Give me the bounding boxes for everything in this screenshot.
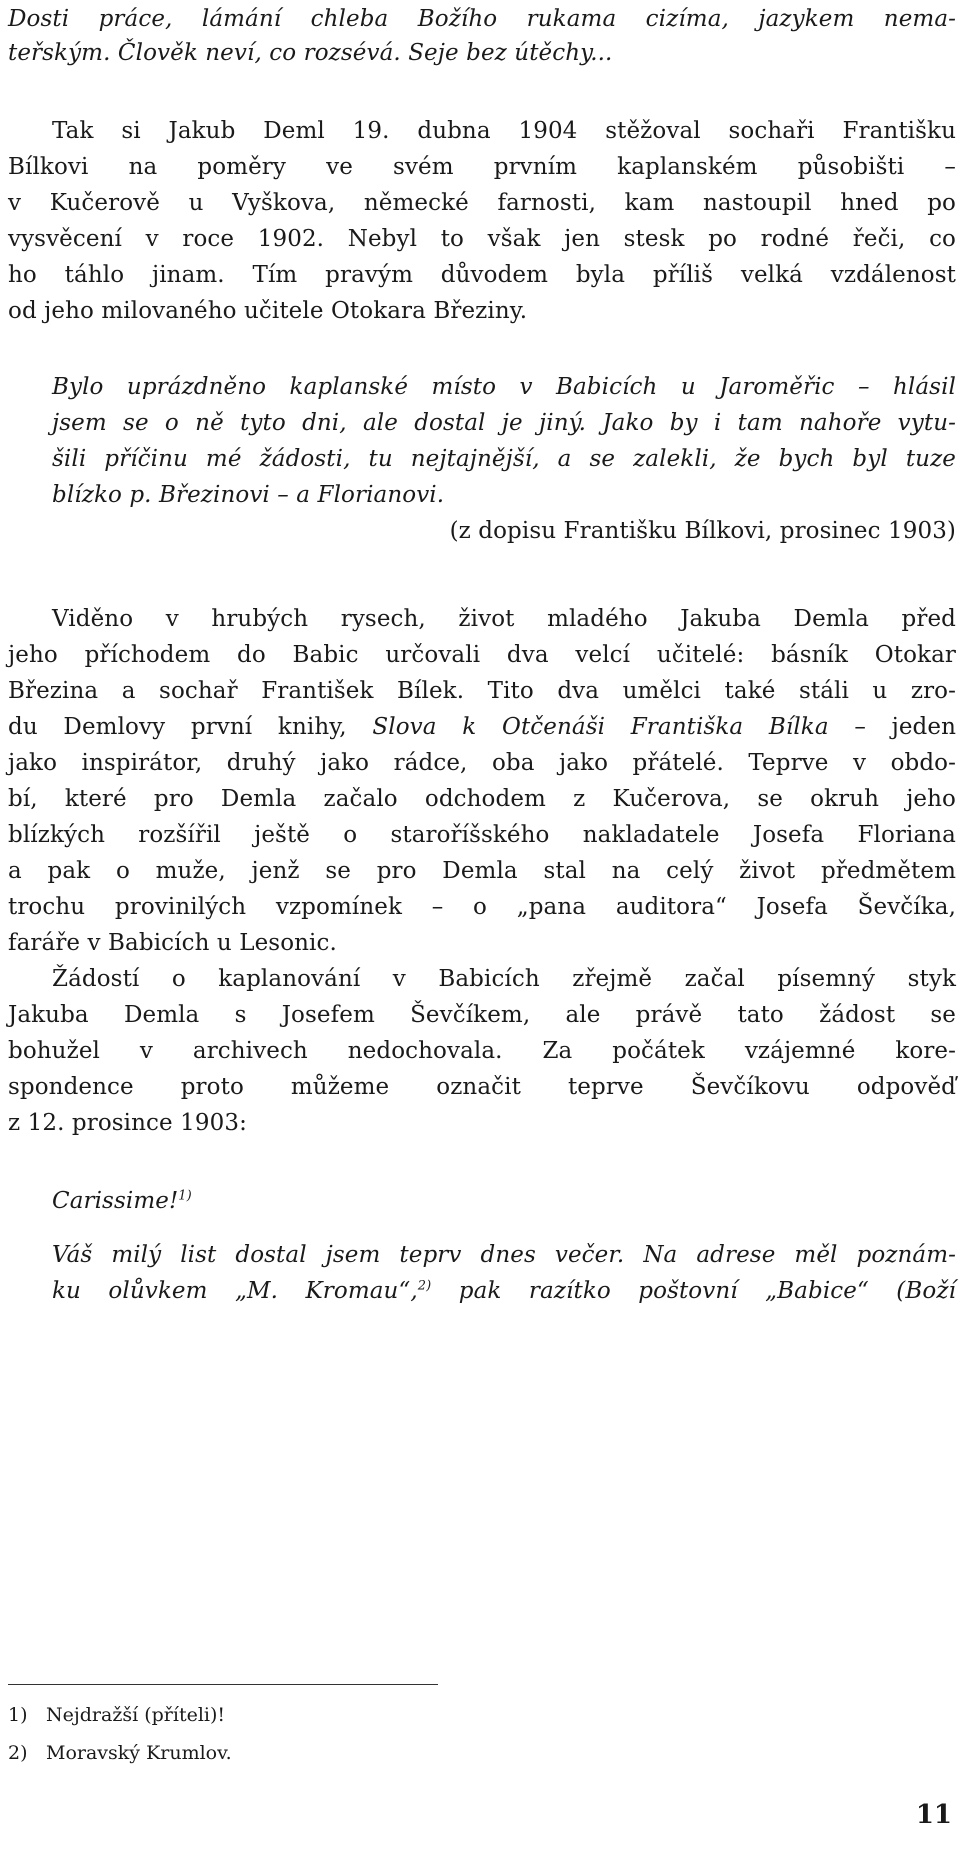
text-line bbox=[8, 712, 956, 742]
text-line: Březina a sochař František Bílek. Tito dva umělci také stáli u zro- bbox=[8, 678, 956, 704]
book-title: Slova k Otčenáši Františka Bílka bbox=[372, 714, 829, 740]
text-line: Viděno v hrubých rysech, život mladého Jakuba Demla před bbox=[52, 606, 956, 632]
text-line: Žádostí o kaplanování v Babicích zřejmě začal písemný styk bbox=[52, 966, 956, 992]
quote-line: jsem se o ně tyto dni, ale dostal je jiný. Jako by i tam nahoře vytu- bbox=[52, 410, 956, 436]
quote-line: blízko p. Březinovi – a Florianovi. bbox=[52, 482, 445, 508]
text-line: a pak o muže, jenž se pro Demla stal na celý život předmětem bbox=[8, 858, 956, 884]
text-line: ho táhlo jinam. Tím pravým důvodem byla příliš velká vzdálenost bbox=[8, 262, 956, 288]
text-line: bohužel v archivech nedochovala. Za počátek vzájemné kore- bbox=[8, 1038, 956, 1064]
text-line: z 12. prosince 1903: bbox=[8, 1110, 247, 1136]
footnote bbox=[8, 1702, 225, 1728]
footnote-mark: 1) bbox=[8, 1704, 28, 1726]
text-line: Jakuba Demla s Josefem Ševčíkem, ale právě tato žádost se bbox=[8, 1002, 956, 1028]
letter-line bbox=[52, 1276, 956, 1306]
page-number: 11 bbox=[915, 1800, 952, 1830]
footnote-ref: 2) bbox=[417, 1278, 432, 1294]
footnote bbox=[8, 1740, 232, 1766]
footnote-mark: 2) bbox=[8, 1742, 28, 1764]
quote-line: Bylo uprázdněno kaplanské místo v Babicích u Jaroměřic – hlásil bbox=[52, 374, 956, 400]
text-run: – jeden bbox=[828, 714, 957, 740]
text-run: Carissime! bbox=[52, 1188, 179, 1214]
letter-line: Váš milý list dostal jsem teprv dnes večer. Na adrese měl poznám- bbox=[52, 1242, 956, 1268]
text-run: du Demlovy první knihy, bbox=[8, 714, 373, 740]
text-line: faráře v Babicích u Lesonic. bbox=[8, 930, 337, 956]
text-line: blízkých rozšířil ještě o staroříšského nakladatele Josefa Floriana bbox=[8, 822, 956, 848]
footnote-text: Moravský Krumlov. bbox=[46, 1742, 232, 1764]
text-line: jeho příchodem do Babic určovali dva velcí učitelé: básník Otokar bbox=[8, 642, 956, 668]
quote-line: šili příčinu mé žádosti, tu nejtajnější, a se zalekli, že bych byl tuze bbox=[52, 446, 956, 472]
text-line: Tak si Jakub Deml 19. dubna 1904 stěžoval sochaři Františku bbox=[52, 118, 956, 144]
text-line: Bílkovi na poměry ve svém prvním kaplanském působišti – bbox=[8, 154, 956, 180]
text-line: spondence proto můžeme označit teprve Ševčíkovu odpověď bbox=[8, 1074, 956, 1100]
text-line: od jeho milovaného učitele Otokara Březiny. bbox=[8, 298, 528, 324]
text-run: pak razítko poštovní „Babice“ (Boží bbox=[431, 1278, 956, 1304]
footnote-divider bbox=[8, 1684, 438, 1685]
text-line: bí, které pro Demla začalo odchodem z Kučerova, se okruh jeho bbox=[8, 786, 956, 812]
text-line: teřským. Člověk neví, co rozsévá. Seje bez útěchy... bbox=[8, 40, 613, 66]
text-line: jako inspirátor, druhý jako rádce, oba jako přátelé. Teprve v obdo- bbox=[8, 750, 956, 776]
text-line: vysvěcení v roce 1902. Nebyl to však jen stesk po rodné řeči, co bbox=[8, 226, 956, 252]
quote-source: (z dopisu Františku Bílkovi, prosinec 1903) bbox=[449, 518, 956, 544]
text-run: ku olůvkem „M. Kromau“, bbox=[52, 1278, 418, 1304]
text-line: Dosti práce, lámání chleba Božího rukama cizíma, jazykem nema- bbox=[8, 6, 956, 32]
footnote-text: Nejdražší (příteli)! bbox=[46, 1704, 226, 1726]
letter-salutation bbox=[52, 1186, 956, 1216]
text-line: v Kučerově u Vyškova, německé farnosti, kam nastoupil hned po bbox=[8, 190, 956, 216]
footnote-ref: 1) bbox=[178, 1188, 192, 1204]
text-line: trochu provinilých vzpomínek – o „pana auditora“ Josefa Ševčíka, bbox=[8, 894, 956, 920]
